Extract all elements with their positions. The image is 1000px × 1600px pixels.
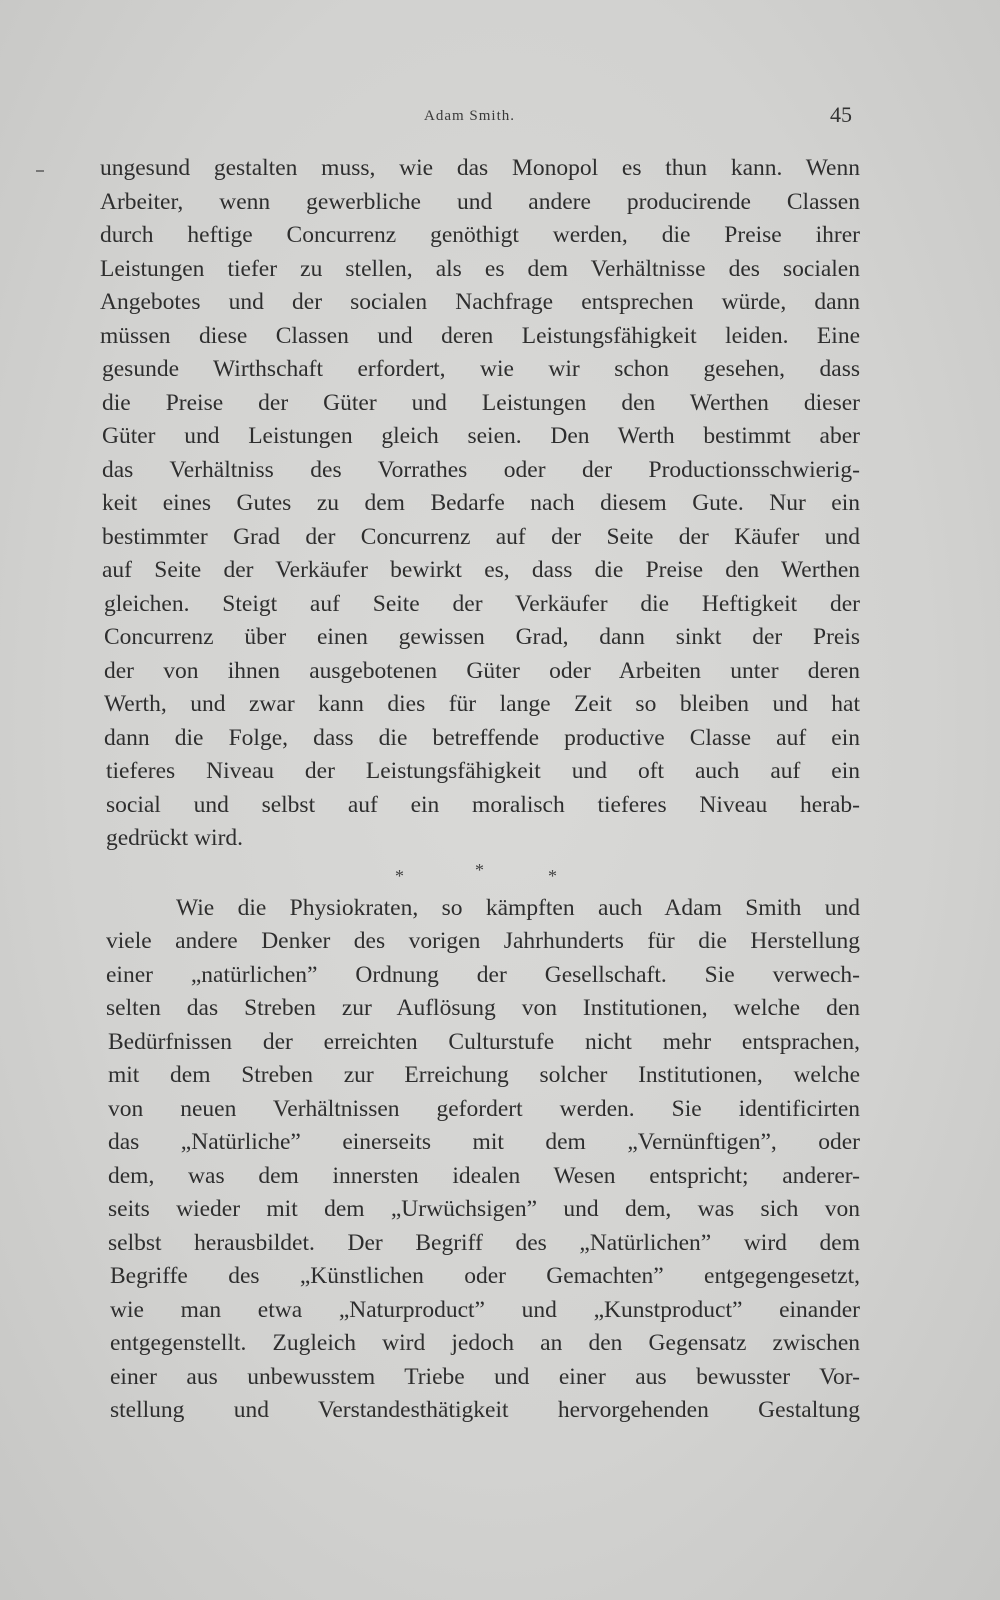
text-line: social und selbst auf ein moralisch tieferes Niveau herab- xyxy=(106,791,860,818)
text-line: einer aus unbewusstem Triebe und einer aus bewusster Vor- xyxy=(110,1363,860,1390)
text-line: Arbeiter, wenn gewerbliche und andere producirende Classen xyxy=(100,188,860,215)
asterisk: * xyxy=(475,859,484,880)
text-line: die Preise der Güter und Leistungen den Werthen dieser xyxy=(102,389,860,416)
text-line: tieferes Niveau der Leistungsfähigkeit und oft auch auf ein xyxy=(106,758,860,784)
text-line: seits wieder mit dem „Urwüchsigen” und dem, was sich von xyxy=(108,1196,860,1222)
text-line: Leistungen tiefer zu stellen, als es dem Verhältnisse des socialen xyxy=(100,255,860,282)
text-line: keit eines Gutes zu dem Bedarfe nach diesem Gute. Nur ein xyxy=(102,490,860,516)
text-line: mit dem Streben zur Erreichung solcher Institutionen, welche xyxy=(108,1062,860,1088)
text-line: ungesund gestalten muss, wie das Monopol es thun kann. Wenn xyxy=(100,155,860,181)
text-line: selbst herausbildet. Der Begriff des „Natürlichen” wird dem xyxy=(108,1229,860,1256)
text-line: entgegenstellt. Zugleich wird jedoch an den Gegensatz zwischen xyxy=(110,1330,860,1356)
text-line: von neuen Verhältnissen gefordert werden. Sie identificirten xyxy=(108,1095,860,1122)
text-line: Wie die Physiokraten, so kämpften auch Adam Smith und xyxy=(176,894,860,921)
page-body xyxy=(100,152,860,1428)
text-line: durch heftige Concurrenz genöthigt werden, die Preise ihrer xyxy=(100,222,860,248)
asterisk: * xyxy=(548,865,557,886)
paragraph-2 xyxy=(100,892,860,1428)
text-line: gedrückt wird. xyxy=(106,825,244,851)
text-line: Güter und Leistungen gleich seien. Den Werth bestimmt aber xyxy=(102,423,860,449)
text-line: bestimmter Grad der Concurrenz auf der Seite der Käufer und xyxy=(102,523,860,550)
section-break-asterism xyxy=(100,856,860,892)
text-line: müssen diese Classen und deren Leistungsfähigkeit leiden. Eine xyxy=(100,322,860,349)
paragraph-1 xyxy=(100,152,860,856)
text-line: der von ihnen ausgebotenen Güter oder Arbeiten unter deren xyxy=(104,657,860,684)
running-head-title: Adam Smith. xyxy=(424,108,516,124)
text-line: gesunde Wirthschaft erfordert, wie wir schon gesehen, dass xyxy=(102,356,860,382)
page-number: 45 xyxy=(830,102,852,127)
text-line: Angebotes und der socialen Nachfrage entsprechen würde, dann xyxy=(100,289,860,315)
text-line: dem, was dem innersten idealen Wesen entspricht; anderer- xyxy=(108,1162,860,1189)
text-line: das Verhältniss des Vorrathes oder der Productionsschwierig- xyxy=(102,456,860,483)
text-line: einer „natürlichen” Ordnung der Gesellschaft. Sie verwech- xyxy=(106,961,860,988)
text-line: dann die Folge, dass die betreffende productive Classe auf ein xyxy=(104,724,860,751)
text-line: gleichen. Steigt auf Seite der Verkäufer die Heftigkeit der xyxy=(104,590,860,617)
text-line: Concurrenz über einen gewissen Grad, dann sinkt der Preis xyxy=(104,624,860,650)
text-line: auf Seite der Verkäufer bewirkt es, dass die Preise den Werthen xyxy=(102,557,860,583)
text-line: Begriffe des „Künstlichen oder Gemachten” entgegengesetzt, xyxy=(110,1263,860,1289)
text-line: selten das Streben zur Auflösung von Institutionen, welche den xyxy=(106,995,860,1021)
text-line: das „Natürliche” einerseits mit dem „Vernünftigen”, oder xyxy=(108,1129,860,1155)
text-line: viele andere Denker des vorigen Jahrhunderts für die Herstellung xyxy=(106,928,860,954)
text-line: Werth, und zwar kann dies für lange Zeit so bleiben und hat xyxy=(104,691,860,717)
text-line: stellung und Verstandesthätigkeit hervorgehenden Gestaltung xyxy=(110,1397,860,1423)
text-line: Bedürfnissen der erreichten Culturstufe nicht mehr entsprachen, xyxy=(108,1028,860,1055)
running-head xyxy=(0,102,1000,130)
margin-mark xyxy=(36,170,44,172)
text-line: wie man etwa „Naturproduct” und „Kunstproduct” einander xyxy=(110,1296,860,1323)
asterisk: * xyxy=(395,865,404,886)
